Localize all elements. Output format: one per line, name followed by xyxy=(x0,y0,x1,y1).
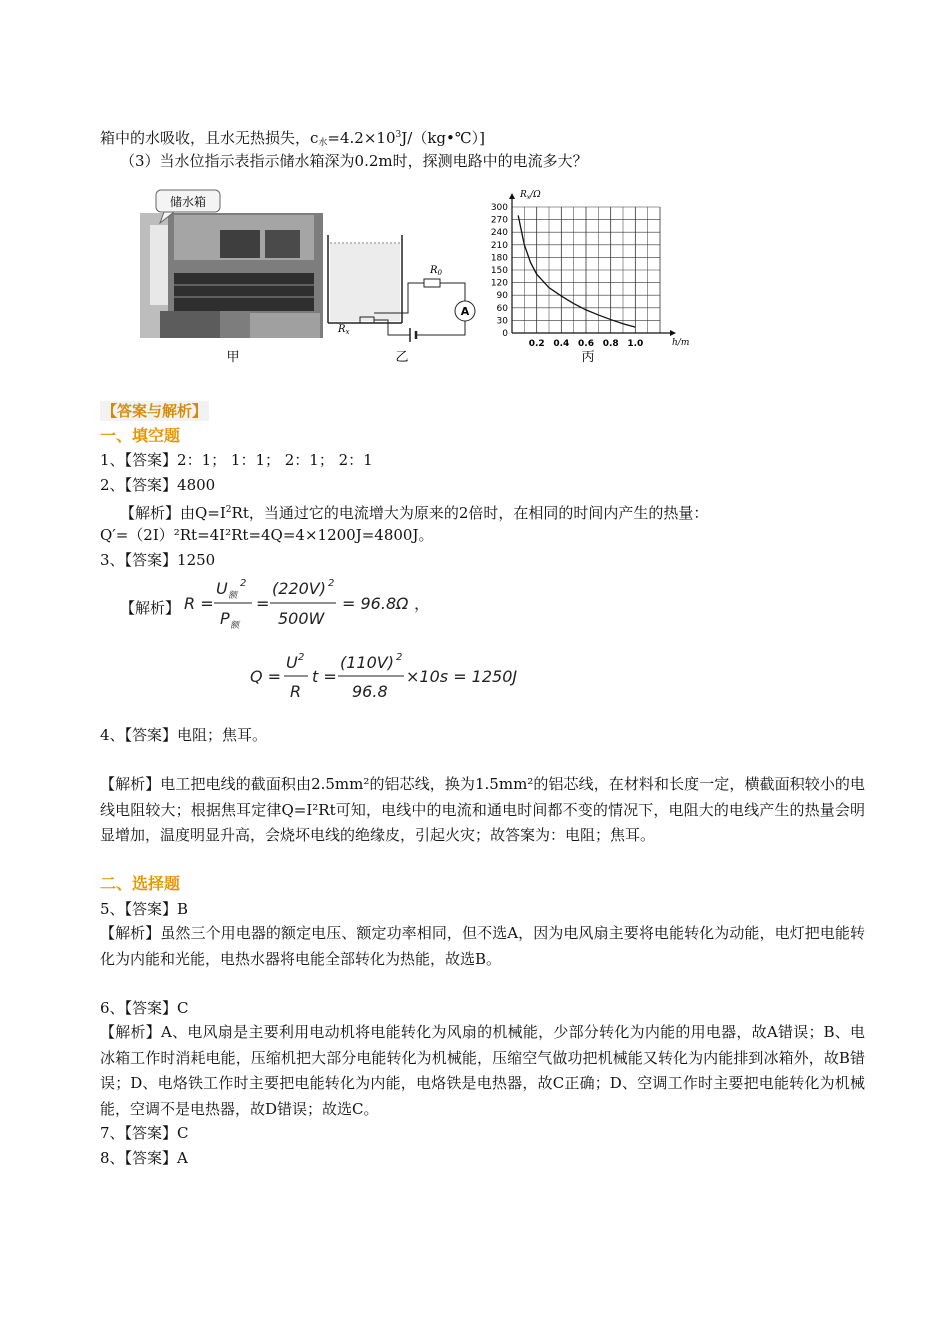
answer-2: 2、【答案】4800 xyxy=(100,476,216,494)
question-figure xyxy=(140,185,700,370)
y-axis-arrow xyxy=(509,193,515,199)
photo-water-tank xyxy=(140,190,323,365)
formula-heat xyxy=(248,646,528,706)
svg-text:P: P xyxy=(220,609,230,628)
svg-text:500W: 500W xyxy=(278,609,325,628)
svg-text:=: = xyxy=(256,594,270,613)
answer-5: 5、【答案】B xyxy=(100,900,189,918)
q3-sub: 水 xyxy=(318,138,328,148)
q3-text-mid: =4.2×10 xyxy=(327,129,396,147)
circuit-diagram xyxy=(328,235,475,365)
answer-7: 7、【答案】C xyxy=(100,1124,189,1142)
svg-text:×10s = 1250J: ×10s = 1250J xyxy=(406,667,518,686)
photo-label: 储水箱 xyxy=(169,195,207,209)
ammeter-label: A xyxy=(460,305,470,318)
q3-text-post: J/（kg•℃）] xyxy=(401,129,485,147)
x-tick-label: 0.8 xyxy=(602,339,619,349)
answer-6-explanation: 【解析】A、电风扇是主要利用电动机将电能转化为风扇的机械能，少部分转化为内能的用电器，故A错误；B、电冰箱工作时消耗电能，压缩机把大部分电能转化为机械能，压缩空气做功把机械能又转化为内能排到冰箱外，故B错误；D、电烙铁工作时主要把电能转化为内能，电烙铁是电热器，故C正确；D、空调工作时主要把电能转化为机械能，空调不是电热器，故D错误；故选C。 xyxy=(100,1023,865,1118)
q3-text: 箱中的水吸收，且水无热损失，c xyxy=(100,129,319,147)
y-tick-label: 0 xyxy=(502,329,508,339)
answer-section-tag: 【答案与解析】 xyxy=(102,402,208,420)
answer-3: 3、【答案】1250 xyxy=(100,551,216,569)
y-tick-label: 240 xyxy=(490,228,508,239)
svg-text:，: ， xyxy=(414,594,431,613)
y-tick-label: 150 xyxy=(490,266,508,276)
svg-text:Q =: Q = xyxy=(250,667,282,686)
q3-sup: 3 xyxy=(395,130,402,140)
x-tick-label: 0.4 xyxy=(553,339,570,349)
y-tick-label: 60 xyxy=(496,303,508,314)
graph-ylabel: $R_x/\Omega$ xyxy=(520,190,541,201)
svg-text:U: U xyxy=(216,579,228,598)
svg-text:96.8: 96.8 xyxy=(352,682,388,701)
section-multiple-choice: 二、选择题 xyxy=(100,874,181,893)
y-tick-label: 300 xyxy=(490,203,508,213)
y-tick-label: 90 xyxy=(496,291,508,302)
svg-text:= 96.8Ω: = 96.8Ω xyxy=(342,594,409,613)
q3-part3: （3）当水位指示表指示储水箱深为0.2m时，探测电路中的电流多大？ xyxy=(120,152,588,170)
svg-text:R =: R = xyxy=(184,594,214,613)
rx-label: $R_x$ xyxy=(338,324,350,336)
y-tick-label: 270 xyxy=(490,215,508,226)
formula-resistance xyxy=(182,572,442,632)
answer-4-explanation: 【解析】电工把电线的截面积由2.5mm²的铝芯线，换为1.5mm²的铝芯线，在材料和长度一定，横截面积较小的电线电阻较大；根据焦耳定律Q=I²Rt可知，电线中的电流和通电时间都不变的情况下，电阻大的电线产生的热量会明显增加，温度明显升高，会烧坏电线的绝缘皮，引起火灾；故答案为：电阻；焦耳。 xyxy=(100,775,865,844)
svg-text:2: 2 xyxy=(240,578,247,589)
svg-text:2: 2 xyxy=(298,652,305,663)
graph-caption: 丙 xyxy=(581,350,595,365)
answer-2-explanation: 【解析】由$Q=I^2Rt$，当通过它的电流增大为原来的2倍时，在相同的时间内产生的热量： xyxy=(120,504,709,522)
svg-text:2: 2 xyxy=(328,578,335,589)
x-tick-label: 1.0 xyxy=(627,339,644,349)
svg-text:t =: t = xyxy=(312,667,337,686)
answer-4: 4、【答案】电阻；焦耳。 xyxy=(100,726,268,744)
svg-text:额: 额 xyxy=(228,591,238,601)
x-tick-label: 0.2 xyxy=(528,339,545,349)
y-tick-label: 120 xyxy=(490,278,508,289)
svg-text:2: 2 xyxy=(396,652,403,663)
y-tick-label: 210 xyxy=(490,240,508,251)
resistance-graph xyxy=(491,190,690,365)
graph-xlabel: h/m xyxy=(672,338,690,348)
x-tick-label: 0.6 xyxy=(578,339,594,349)
answer-1: 1、【答案】2：1； 1：1； 2：1； 2：1 xyxy=(100,451,373,469)
answer-3-explanation: 【解析】 xyxy=(120,599,181,617)
r0-label: $R_0$ xyxy=(430,265,442,277)
y-tick-label: 30 xyxy=(496,316,508,327)
x-axis-arrow xyxy=(670,330,676,336)
answer-6: 6、【答案】C xyxy=(100,999,189,1017)
answer-5-explanation: 【解析】虽然三个用电器的额定电压、额定功率相同，但不选A，因为电风扇主要将电能转化为动能，电灯把电能转化为内能和光能，电热水器将电能全部转化为热能，故选B。 xyxy=(100,924,865,968)
svg-text:(220V): (220V) xyxy=(272,579,326,598)
svg-text:U: U xyxy=(286,653,298,672)
svg-text:(110V): (110V) xyxy=(340,653,394,672)
circuit-caption: 乙 xyxy=(395,350,409,365)
answer-2-formula: Q′=（2I）²Rt=4I²Rt=4Q=4×1200J=4800J。 xyxy=(100,526,434,544)
y-tick-label: 180 xyxy=(490,253,508,264)
svg-text:额: 额 xyxy=(230,621,240,631)
answer-8: 8、【答案】A xyxy=(100,1149,188,1167)
section-fill-in: 一、填空题 xyxy=(100,426,181,445)
photo-caption: 甲 xyxy=(226,350,240,365)
svg-text:R: R xyxy=(290,682,302,701)
